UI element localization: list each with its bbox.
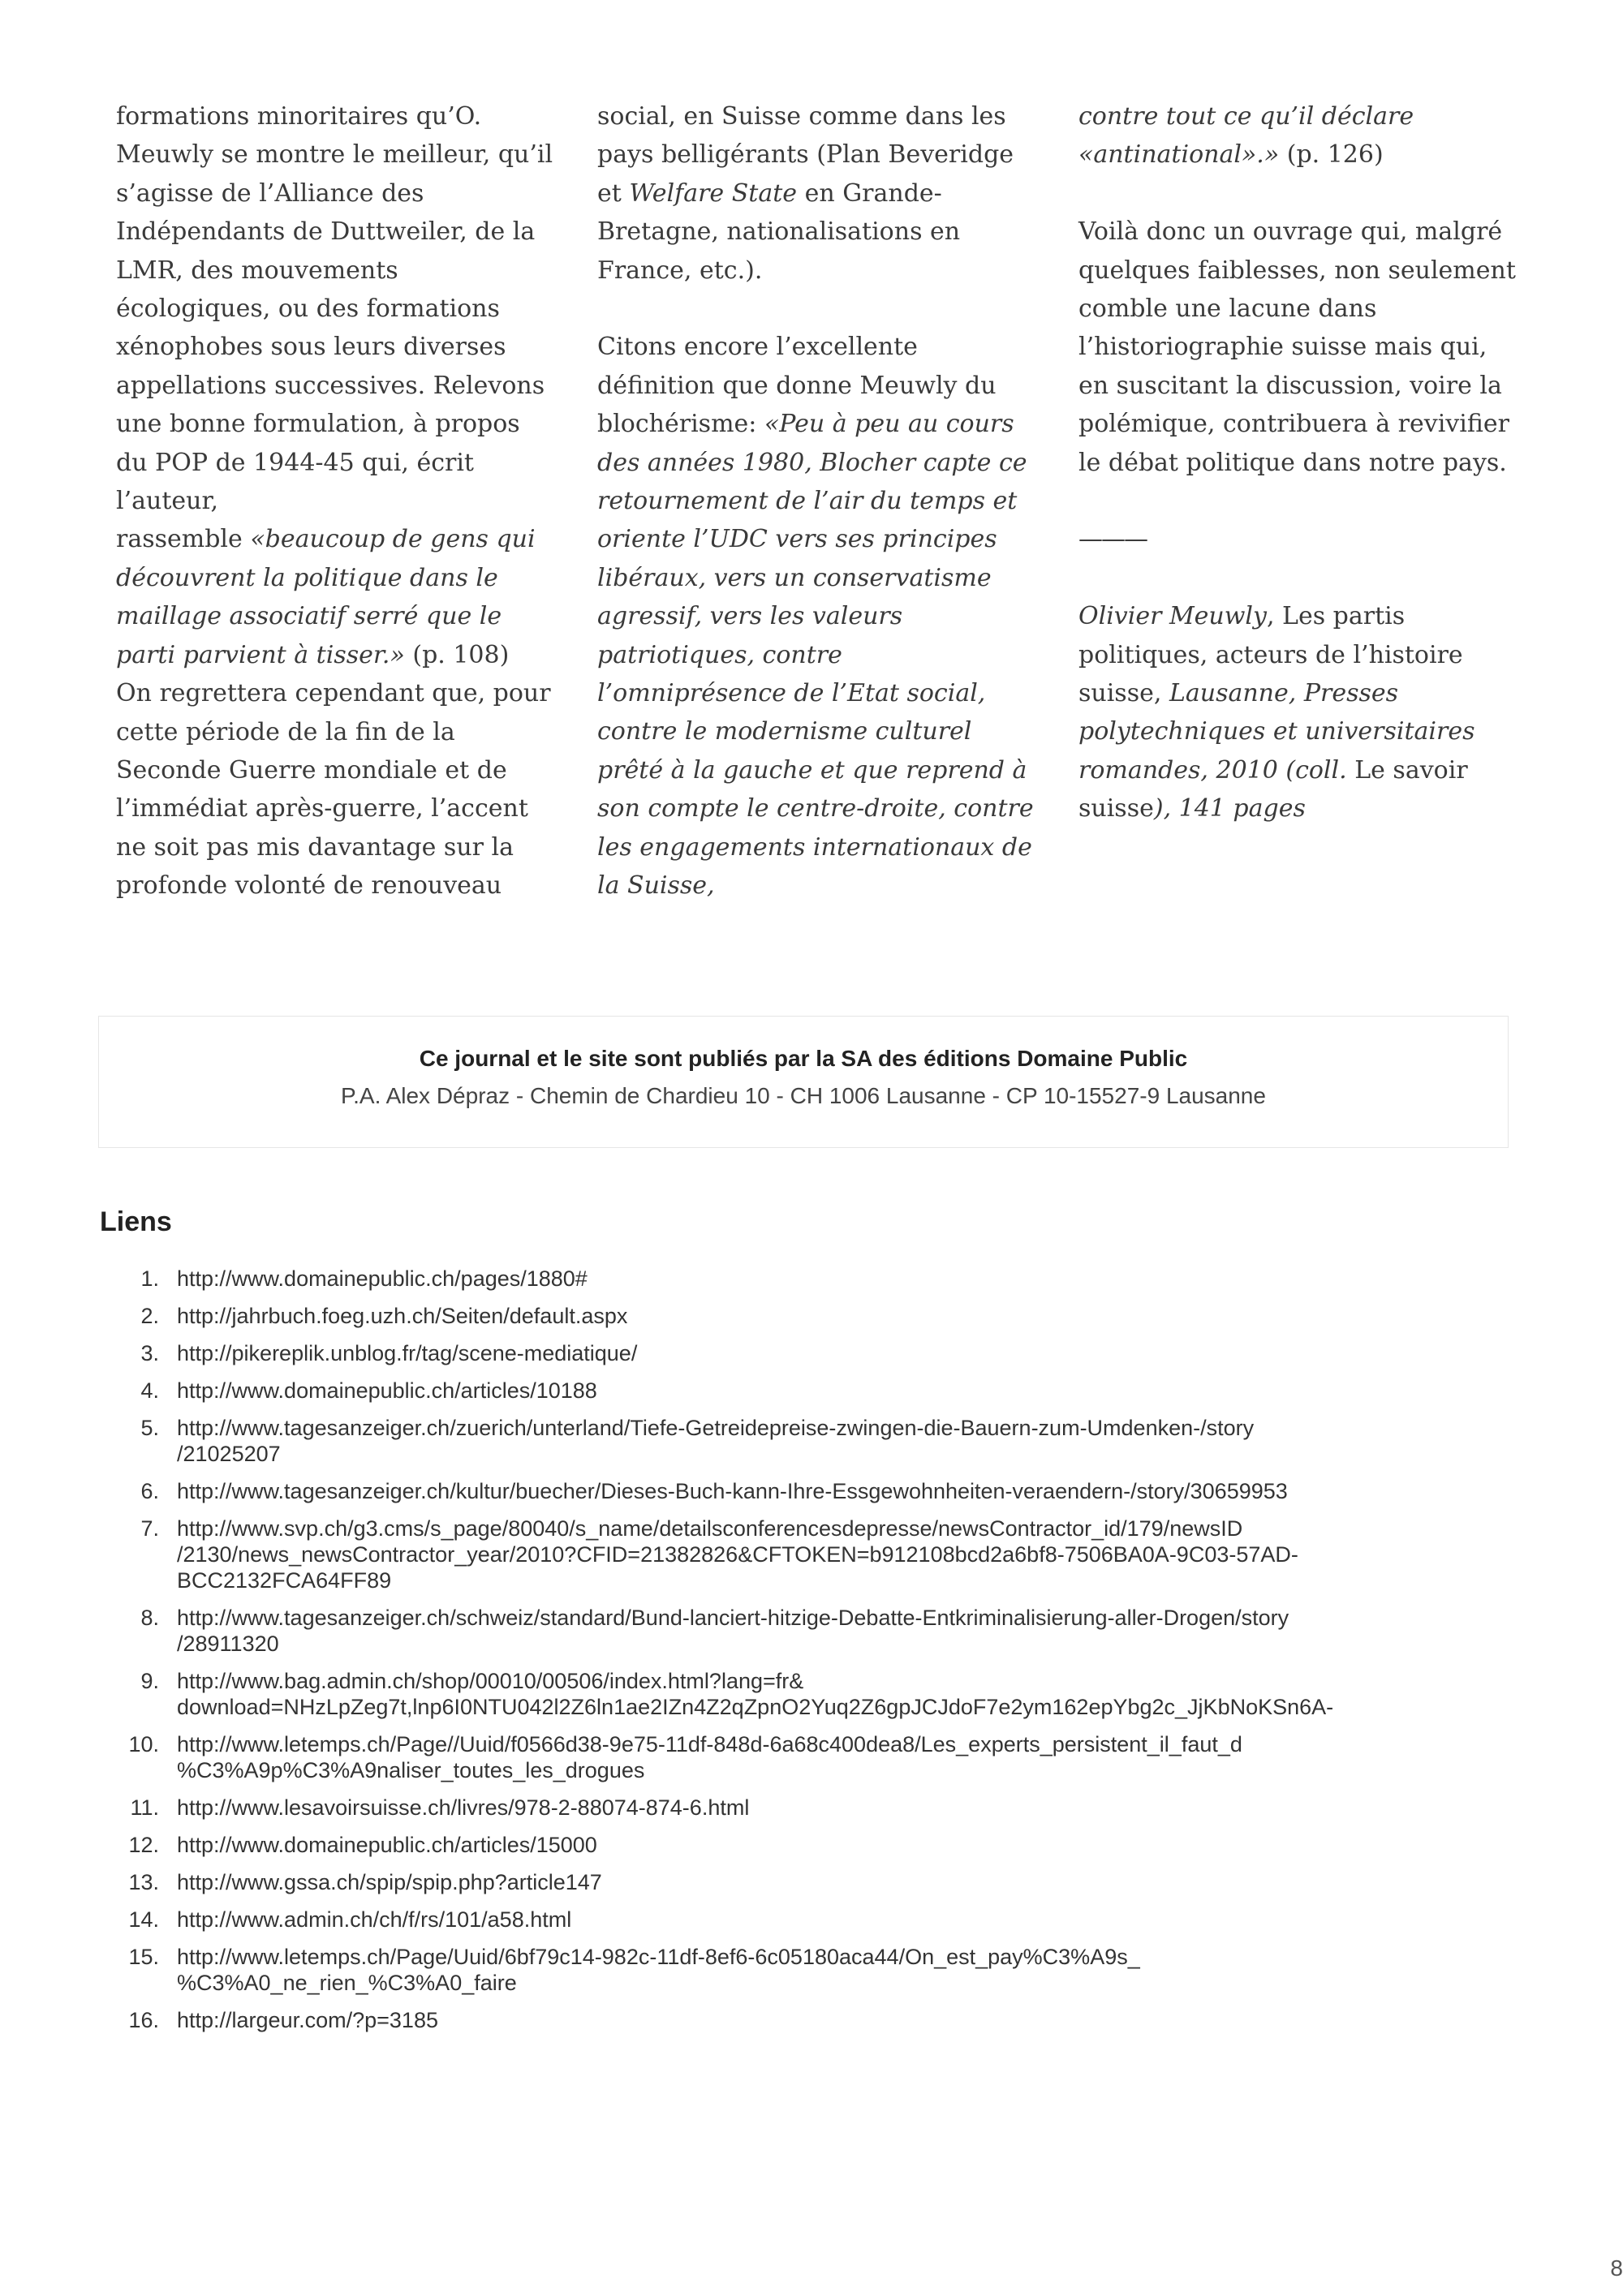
link-number: 5.	[140, 1416, 159, 1440]
article-column-3	[1078, 97, 1517, 828]
link-number: 1.	[140, 1266, 159, 1291]
quote-pop: «beaucoup de gens qui découvrent la politique dans le maillage associatif serré que le parti parvient à tisser.»	[116, 525, 536, 669]
link-item	[114, 1303, 1526, 1329]
link-url[interactable]: http://www.tagesanzeiger.ch/kultur/buecher/Dieses-Buch-kann-Ihre-Essgewohnheiten-veraendern-/story/30659953	[177, 1479, 1288, 1503]
col3-paragraph-1: contre tout ce qu’il déclare «antinational».» (p. 126)	[1078, 102, 1414, 170]
link-url[interactable]: http://www.domainepublic.ch/pages/1880#	[177, 1266, 588, 1291]
col2-paragraph-2: Citons encore l’excellente définition que donne Meuwly du blochérisme: «Peu à peu au cours des années 1980, Blocher capte ce retournement de l’air du temps et oriente l’UDC vers ses principes libéraux, vers un conservatisme agressif, vers les valeurs patriotiques, contre l’omniprésence de l’Etat social, contre le modernisme culturel prêté à la gauche et que reprend à son compte le centre-droite, contre les engagements internationaux de la Suisse,	[597, 333, 1034, 901]
link-item	[114, 1668, 1526, 1720]
link-item	[114, 1415, 1526, 1467]
link-number: 9.	[140, 1669, 159, 1693]
link-number: 10.	[128, 1732, 159, 1756]
link-url[interactable]: http://largeur.com/?p=3185	[177, 2008, 438, 2032]
article-column-1	[116, 97, 554, 905]
link-item	[114, 2007, 1526, 2033]
article-column-2	[597, 97, 1035, 905]
col2-paragraph-1: social, en Suisse comme dans les pays belligérants (Plan Beveridge et Welfare State en Grande-Bretagne, nationalisations en France, etc.).	[597, 102, 1014, 285]
link-number: 15.	[128, 1945, 159, 1969]
link-number: 6.	[140, 1479, 159, 1503]
link-url[interactable]: http://pikereplik.unblog.fr/tag/scene-mediatique/	[177, 1341, 638, 1365]
link-url[interactable]: http://www.tagesanzeiger.ch/zuerich/unterland/Tiefe-Getreidepreise-zwingen-die-Bauern-zum-Umdenken-/story /21025207	[177, 1416, 1255, 1466]
article-columns	[116, 97, 1516, 917]
link-item	[114, 1832, 1526, 1858]
link-url[interactable]: http://www.letemps.ch/Page/Uuid/6bf79c14-982c-11df-8ef6-6c05180aca44/On_est_pay%C3%A9s_ %C3%A0_ne_rien_%C3%A0_faire	[177, 1945, 1140, 1995]
separator-rule: ———	[1078, 525, 1147, 554]
link-item	[114, 1378, 1526, 1404]
links-heading: Liens	[100, 1206, 172, 1237]
link-number: 3.	[140, 1341, 159, 1365]
link-item	[114, 1869, 1526, 1895]
col1-paragraph: formations minoritaires qu’O. Meuwly se montre le meilleur, qu’il s’agisse de l’Alliance des Indépendants de Duttweiler, de la LMR, des mouvements écologiques, ou des formations xénophobes sous leurs diverses appellations successives. Relevons une bonne formulation, à propos du POP de 1944-45 qui, écrit l’auteur, rassemble «beaucoup de gens qui découvrent la politique dans le maillage associatif serré que le parti parvient à tisser.» (p. 108) On regrettera cependant que, pour cette période de la fin de la Seconde Guerre mondiale et de l’immédiat après-guerre, l’accent ne soit pas mis davantage sur la profonde volonté de renouveau	[116, 102, 553, 901]
publisher-box	[98, 1016, 1509, 1148]
link-item	[114, 1516, 1526, 1593]
links-list	[114, 1266, 1526, 2044]
link-item	[114, 1266, 1526, 1292]
link-number: 13.	[128, 1870, 159, 1894]
link-number: 7.	[140, 1516, 159, 1541]
link-url[interactable]: http://www.svp.ch/g3.cms/s_page/80040/s_name/detailsconferencesdepresse/newsContractor_id/179/newsID /2130/news_newsContractor_year/2010?CFID=21382826&CFTOKEN=b912108bcd2a6bf8-7506BA0A-9C03-57AD- BCC2132FCA64FF89	[177, 1516, 1298, 1593]
link-item	[114, 1795, 1526, 1821]
link-url[interactable]: http://www.bag.admin.ch/shop/00010/00506/index.html?lang=fr& download=NHzLpZeg7t,lnp6I0NTU042l2Z6ln1ae2IZn4Z2qZpnO2Yuq2Z6gpJCJdoF7e2ym162epYbg2c_JjKbNoKSn6A-	[177, 1669, 1334, 1719]
link-url[interactable]: http://jahrbuch.foeg.uzh.ch/Seiten/default.aspx	[177, 1304, 628, 1328]
link-item	[114, 1907, 1526, 1933]
link-number: 4.	[140, 1378, 159, 1403]
link-url[interactable]: http://www.domainepublic.ch/articles/15000	[177, 1833, 597, 1857]
link-url[interactable]: http://www.admin.ch/ch/f/rs/101/a58.html	[177, 1907, 572, 1932]
col3-paragraph-2: Voilà donc un ouvrage qui, malgré quelques faiblesses, non seulement comble une lacune dans l’historiographie suisse mais qui, en suscitant la discussion, voire la polémique, contribuera à revivifier le débat politique dans notre pays.	[1078, 217, 1516, 477]
page-number: 8	[1610, 2255, 1623, 2281]
link-url[interactable]: http://www.tagesanzeiger.ch/schweiz/standard/Bund-lanciert-hitzige-Debatte-Entkriminalisierung-aller-Drogen/story /28911320	[177, 1606, 1289, 1656]
link-url[interactable]: http://www.gssa.ch/spip/spip.php?article147	[177, 1870, 602, 1894]
link-item	[114, 1478, 1526, 1504]
publisher-address: P.A. Alex Dépraz - Chemin de Chardieu 10 - CH 1006 Lausanne - CP 10-15527-9 Lausanne	[341, 1083, 1266, 1108]
link-item	[114, 1944, 1526, 1996]
book-reference: Olivier Meuwly, Les partis politiques, acteurs de l’histoire suisse, Lausanne, Presses polytechniques et universitaires romandes, 2010 (coll. Le savoir suisse), 141 pages	[1078, 602, 1475, 823]
link-number: 8.	[140, 1606, 159, 1630]
quote-blocherisme: «Peu à peu au cours des années 1980, Blocher capte ce retournement de l’air du temps et oriente l’UDC vers ses principes libéraux, vers un conservatisme agressif, vers les valeurs patriotiques, contre l’omniprésence de l’Etat social, contre le modernisme culturel prêté à la gauche et que reprend à son compte le centre-droite, contre les engagements internationaux de la Suisse,	[597, 410, 1034, 901]
link-number: 2.	[140, 1304, 159, 1328]
link-number: 16.	[128, 2008, 159, 2032]
link-url[interactable]: http://www.letemps.ch/Page//Uuid/f0566d38-9e75-11df-848d-6a68c400dea8/Les_experts_persistent_il_faut_d %C3%A9p%C3%A9naliser_toutes_les_drogues	[177, 1732, 1242, 1782]
link-number: 12.	[128, 1833, 159, 1857]
publisher-title: Ce journal et le site sont publiés par la SA des éditions Domaine Public	[419, 1046, 1188, 1071]
link-url[interactable]: http://www.domainepublic.ch/articles/10188	[177, 1378, 597, 1403]
link-number: 14.	[128, 1907, 159, 1932]
link-number: 11.	[130, 1795, 159, 1820]
link-item	[114, 1340, 1526, 1366]
link-url[interactable]: http://www.lesavoirsuisse.ch/livres/978-2-88074-874-6.html	[177, 1795, 750, 1820]
link-item	[114, 1605, 1526, 1657]
link-item	[114, 1731, 1526, 1783]
